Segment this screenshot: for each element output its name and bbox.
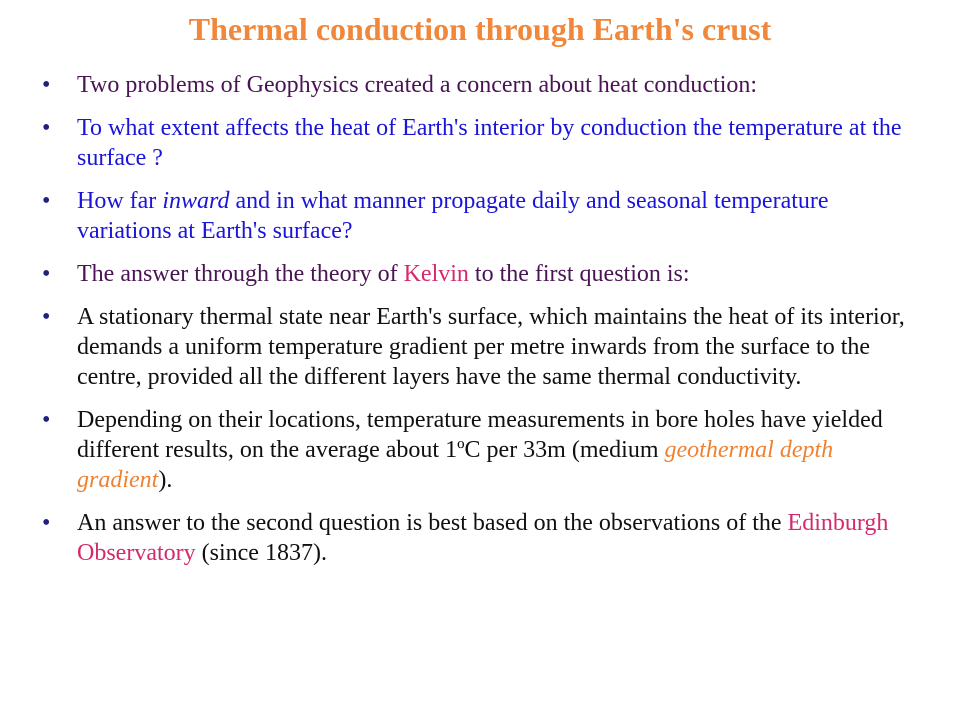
bullet-text-post: ).	[158, 467, 173, 493]
bullet-item	[42, 70, 922, 100]
bullet-dot-icon: •	[42, 407, 51, 433]
bullet-text-post: and in what manner propagate daily and seasonal temperature variations at Earth's surface?	[77, 188, 829, 244]
bullet-text-pre: How far	[77, 188, 163, 214]
bullet-item	[42, 186, 922, 246]
bullet-dot-icon: •	[42, 510, 51, 536]
bullet-dot-icon: •	[42, 304, 51, 330]
highlight-geothermal-gradient: geothermal depth gradient	[77, 437, 834, 493]
bullet-item	[42, 508, 922, 568]
bullet-text: A stationary thermal state near Earth's surface, which maintains the heat of its interior, demands a uniform temperature gradient per metre inwards from the surface to the centre, provided all the different layers have the same thermal conductivity.	[77, 304, 905, 390]
highlight-kelvin: Kelvin	[403, 261, 469, 287]
slide-title: Thermal conduction through Earth's crust	[188, 11, 772, 47]
bullet-list	[42, 70, 922, 581]
bullet-item	[42, 405, 922, 495]
emphasis-inward: inward	[162, 188, 230, 214]
bullet-text-pre: The answer through the theory of	[77, 261, 404, 287]
bullet-dot-icon: •	[42, 72, 51, 98]
bullet-dot-icon: •	[42, 115, 51, 141]
bullet-text: To what extent affects the heat of Earth's interior by conduction the temperature at the surface ?	[77, 115, 902, 171]
bullet-item	[42, 113, 922, 173]
bullet-dot-icon: •	[42, 188, 51, 214]
bullet-dot-icon: •	[42, 261, 51, 287]
bullet-text-pre: Depending on their locations, temperature measurements in bore holes have yielded different results, on the average about 1ºC per 33m (medium	[77, 407, 883, 463]
bullet-text: Two problems of Geophysics created a concern about heat conduction:	[77, 72, 758, 98]
bullet-text-post: (since 1837).	[195, 540, 327, 566]
bullet-item	[42, 259, 922, 289]
highlight-edinburgh-observatory: Edinburgh Observatory	[77, 510, 889, 566]
bullet-text-pre: An answer to the second question is best based on the observations of the	[77, 510, 788, 536]
bullet-item	[42, 302, 922, 392]
bullet-text-post: to the first question is:	[468, 261, 690, 287]
